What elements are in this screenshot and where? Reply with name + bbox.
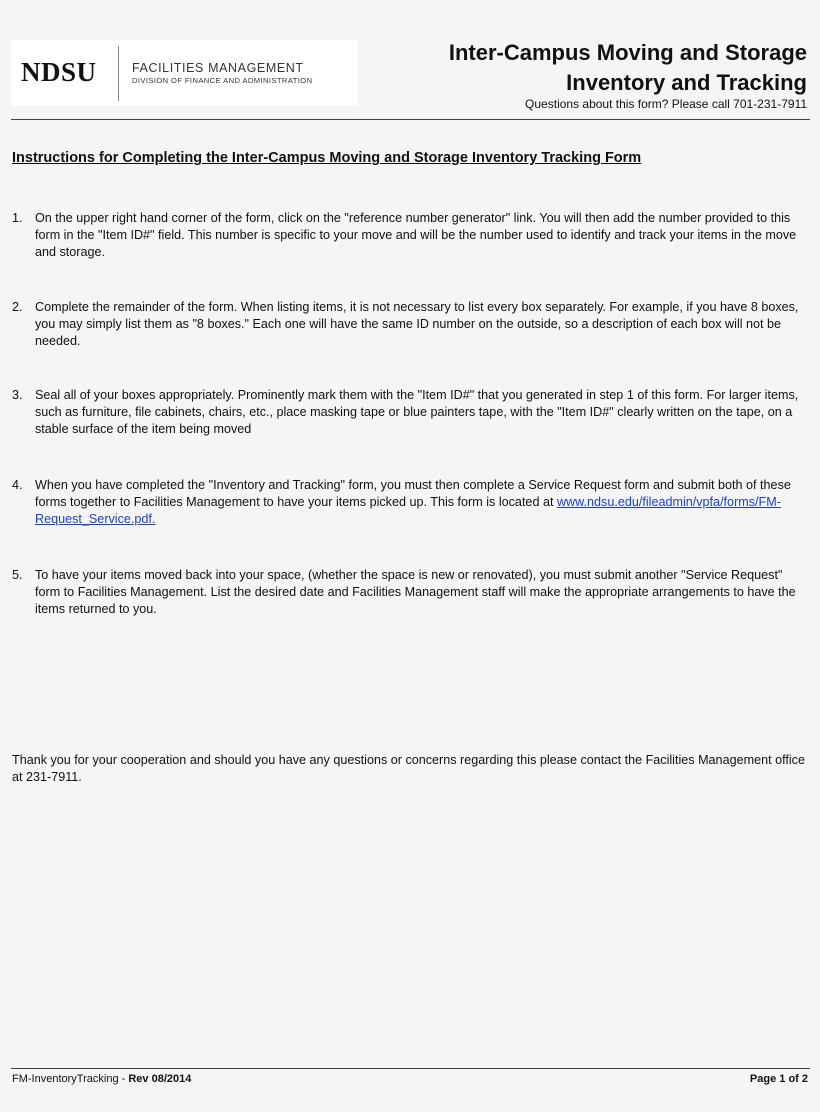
form-title-line1: Inter-Campus Moving and Storage — [448, 40, 807, 65]
step-text: On the upper right hand corner of the form, click on the "reference number generator" link. You will then add the number provided to this form in the "Item ID#" field. This number is specific to your move and will be the number used to identify and track your items in the move and storage. — [35, 211, 797, 259]
step-text — [35, 477, 807, 528]
step-number: 5. — [12, 568, 23, 582]
step-number: 4. — [12, 478, 23, 492]
step-text-body: When you have completed the "Inventory and Tracking" form, you must then complete a Service Request form and submit both of these forms together to Facilities Management to have your items picked up. This form is located at — [35, 478, 791, 509]
page-number: Page 1 of 2 — [749, 1073, 808, 1085]
form-id: FM-InventoryTracking - — [12, 1073, 129, 1085]
logo-ndsu-text: NDSU — [21, 57, 97, 87]
footer-divider — [11, 1068, 810, 1069]
thank-you-note: Thank you for your cooperation and should you have any questions or concerns regarding this please contact the Facilities Management office at 231-7911. — [12, 753, 805, 784]
step-number: 2. — [12, 300, 23, 314]
step-text: Complete the remainder of the form. When listing items, it is not necessary to list every box separately. For example, if you have 8 boxes, you may simply list them as "8 boxes." Each one will have the same ID number on the outside, so a description of each box will not be needed. — [35, 300, 799, 348]
instructions-heading: Instructions for Completing the Inter-Campus Moving and Storage Inventory Tracking Form — [12, 150, 642, 166]
step-text: To have your items moved back into your space, (whether the space is new or renovated), you must submit another "Service Request" form to Facilities Management. List the desired date and Facilities Management staff will make the appropriate arrangements to have the items returned to you. — [35, 568, 796, 616]
revision-date: Rev 08/2014 — [128, 1073, 192, 1085]
header-divider — [11, 119, 810, 120]
instruction-step-1 — [12, 210, 807, 261]
contact-line: Questions about this form? Please call 701-231-7911 — [525, 97, 807, 111]
logo-department: FACILITIES MANAGEMENT — [132, 61, 304, 75]
footer-form-id — [12, 1073, 191, 1085]
logo-divider — [118, 46, 119, 101]
service-request-form-link[interactable]: www.ndsu.edu/fileadmin/vpfa/forms/FM-Request_Service.pdf. — [35, 495, 781, 526]
instruction-step-4 — [12, 477, 807, 528]
instruction-step-3 — [12, 387, 807, 438]
logo-division: DIVISION OF FINANCE AND ADMINISTRATION — [132, 76, 313, 85]
step-number: 3. — [12, 388, 23, 402]
step-text: Seal all of your boxes appropriately. Prominently mark them with the "Item ID#" that you generated in step 1 of this form. For larger items, such as furniture, file cabinets, chairs, etc., place masking tape or blue painters tape, with the "Item ID#" clearly written on the tape, on a stable surface of the item being moved — [35, 388, 799, 436]
ndsu-logo — [11, 40, 358, 106]
instruction-step-2 — [12, 299, 807, 350]
form-title-line2: Inventory and Tracking — [566, 70, 807, 95]
instruction-step-5 — [12, 567, 807, 618]
step-number: 1. — [12, 211, 23, 225]
